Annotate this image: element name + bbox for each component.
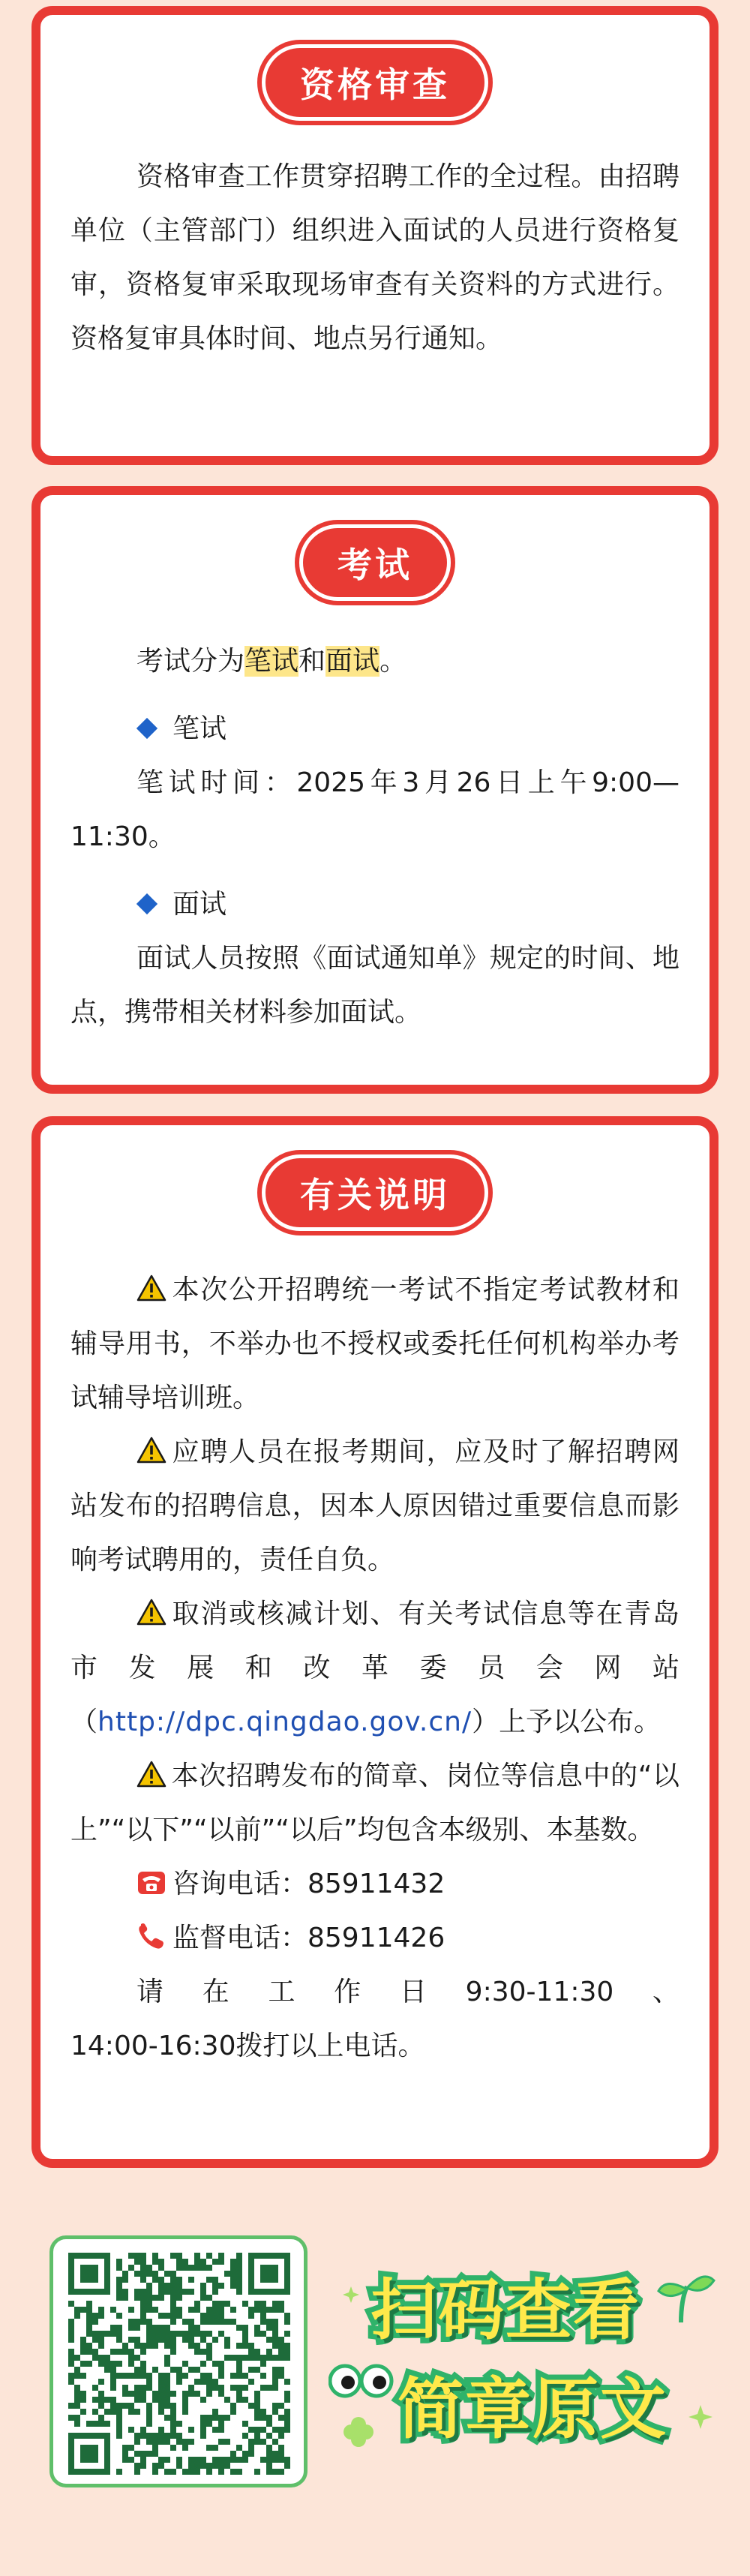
telephone-icon [136,1870,166,1896]
warning-icon [136,1599,166,1626]
section-title: 资格审查 [300,65,450,105]
diamond-bullet-icon [136,718,158,739]
section-title: 考试 [338,545,412,585]
note-2: 应聘人员在报考期间，应及时了解招聘网站发布的招聘信息，因本人原因错过重要信息而影响考试聘用的，责任自负。 [70,1437,680,1575]
section-title-badge [266,1158,484,1227]
qualification-review-card [32,6,718,465]
interview-heading: 面试 [70,878,680,932]
slogan-line-2: 简章原文 [398,2370,668,2448]
highlight-interview: 面试 [326,646,380,677]
written-exam-heading: 笔试 [70,702,680,756]
section-title-badge [303,528,447,597]
warning-icon [136,1437,166,1464]
supervise-phone-line: 监督电话：85911426 [70,1911,680,1965]
exam-intro: 考试分为笔试和面试。 [136,646,407,677]
qr-code-frame [50,2235,308,2487]
note-3: 取消或核减计划、有关考试信息等在青岛市发展和改革委员会网站（http://dpc.qingdao.gov.cn/）上予以公布。 [70,1599,680,1737]
diamond-bullet-icon [136,893,158,914]
slogan-line-1: 扫码查看 [370,2271,641,2349]
note-1: 本次公开招聘统一考试不指定考试教材和辅导用书，不举办也不授权或委托任何机构举办考试辅导培训班。 [70,1274,680,1413]
slogan [328,2247,718,2472]
call-hours-line1: 请在工作日9:30-11:30、 [136,1977,680,2007]
interview-text: 面试人员按照《面试通知单》规定的时间、地点，携带相关材料参加面试。 [70,943,680,1028]
highlight-written: 笔试 [244,646,299,677]
consult-phone-line: 咨询电话：85911432 [70,1857,680,1911]
section-title-badge [266,48,484,117]
section-title: 有关说明 [300,1175,450,1215]
warning-icon [136,1761,166,1788]
exam-card [32,486,718,1094]
phone-receiver-icon [136,1923,166,1950]
notes-card [32,1116,718,2168]
written-exam-time: 笔试时间：2025年3月26日上午9:00—11:30。 [70,767,680,852]
call-hours-line2: 14:00-16:30拨打以上电话。 [70,2031,425,2061]
warning-icon [136,1274,166,1302]
qualification-review-text: 资格审查工作贯穿招聘工作的全过程。由招聘单位（主管部门）组织进入面试的人员进行资格复审，资格复审采取现场审查有关资料的方式进行。资格复审具体时间、地点另行通知。 [70,161,680,354]
qr-code[interactable] [68,2253,290,2475]
note-4: 本次招聘发布的简章、岗位等信息中的“以上”“以下”“以前”“以后”均包含本级别、本基数。 [70,1761,680,1845]
website-link[interactable]: http://dpc.qingdao.gov.cn/ [98,1707,472,1737]
